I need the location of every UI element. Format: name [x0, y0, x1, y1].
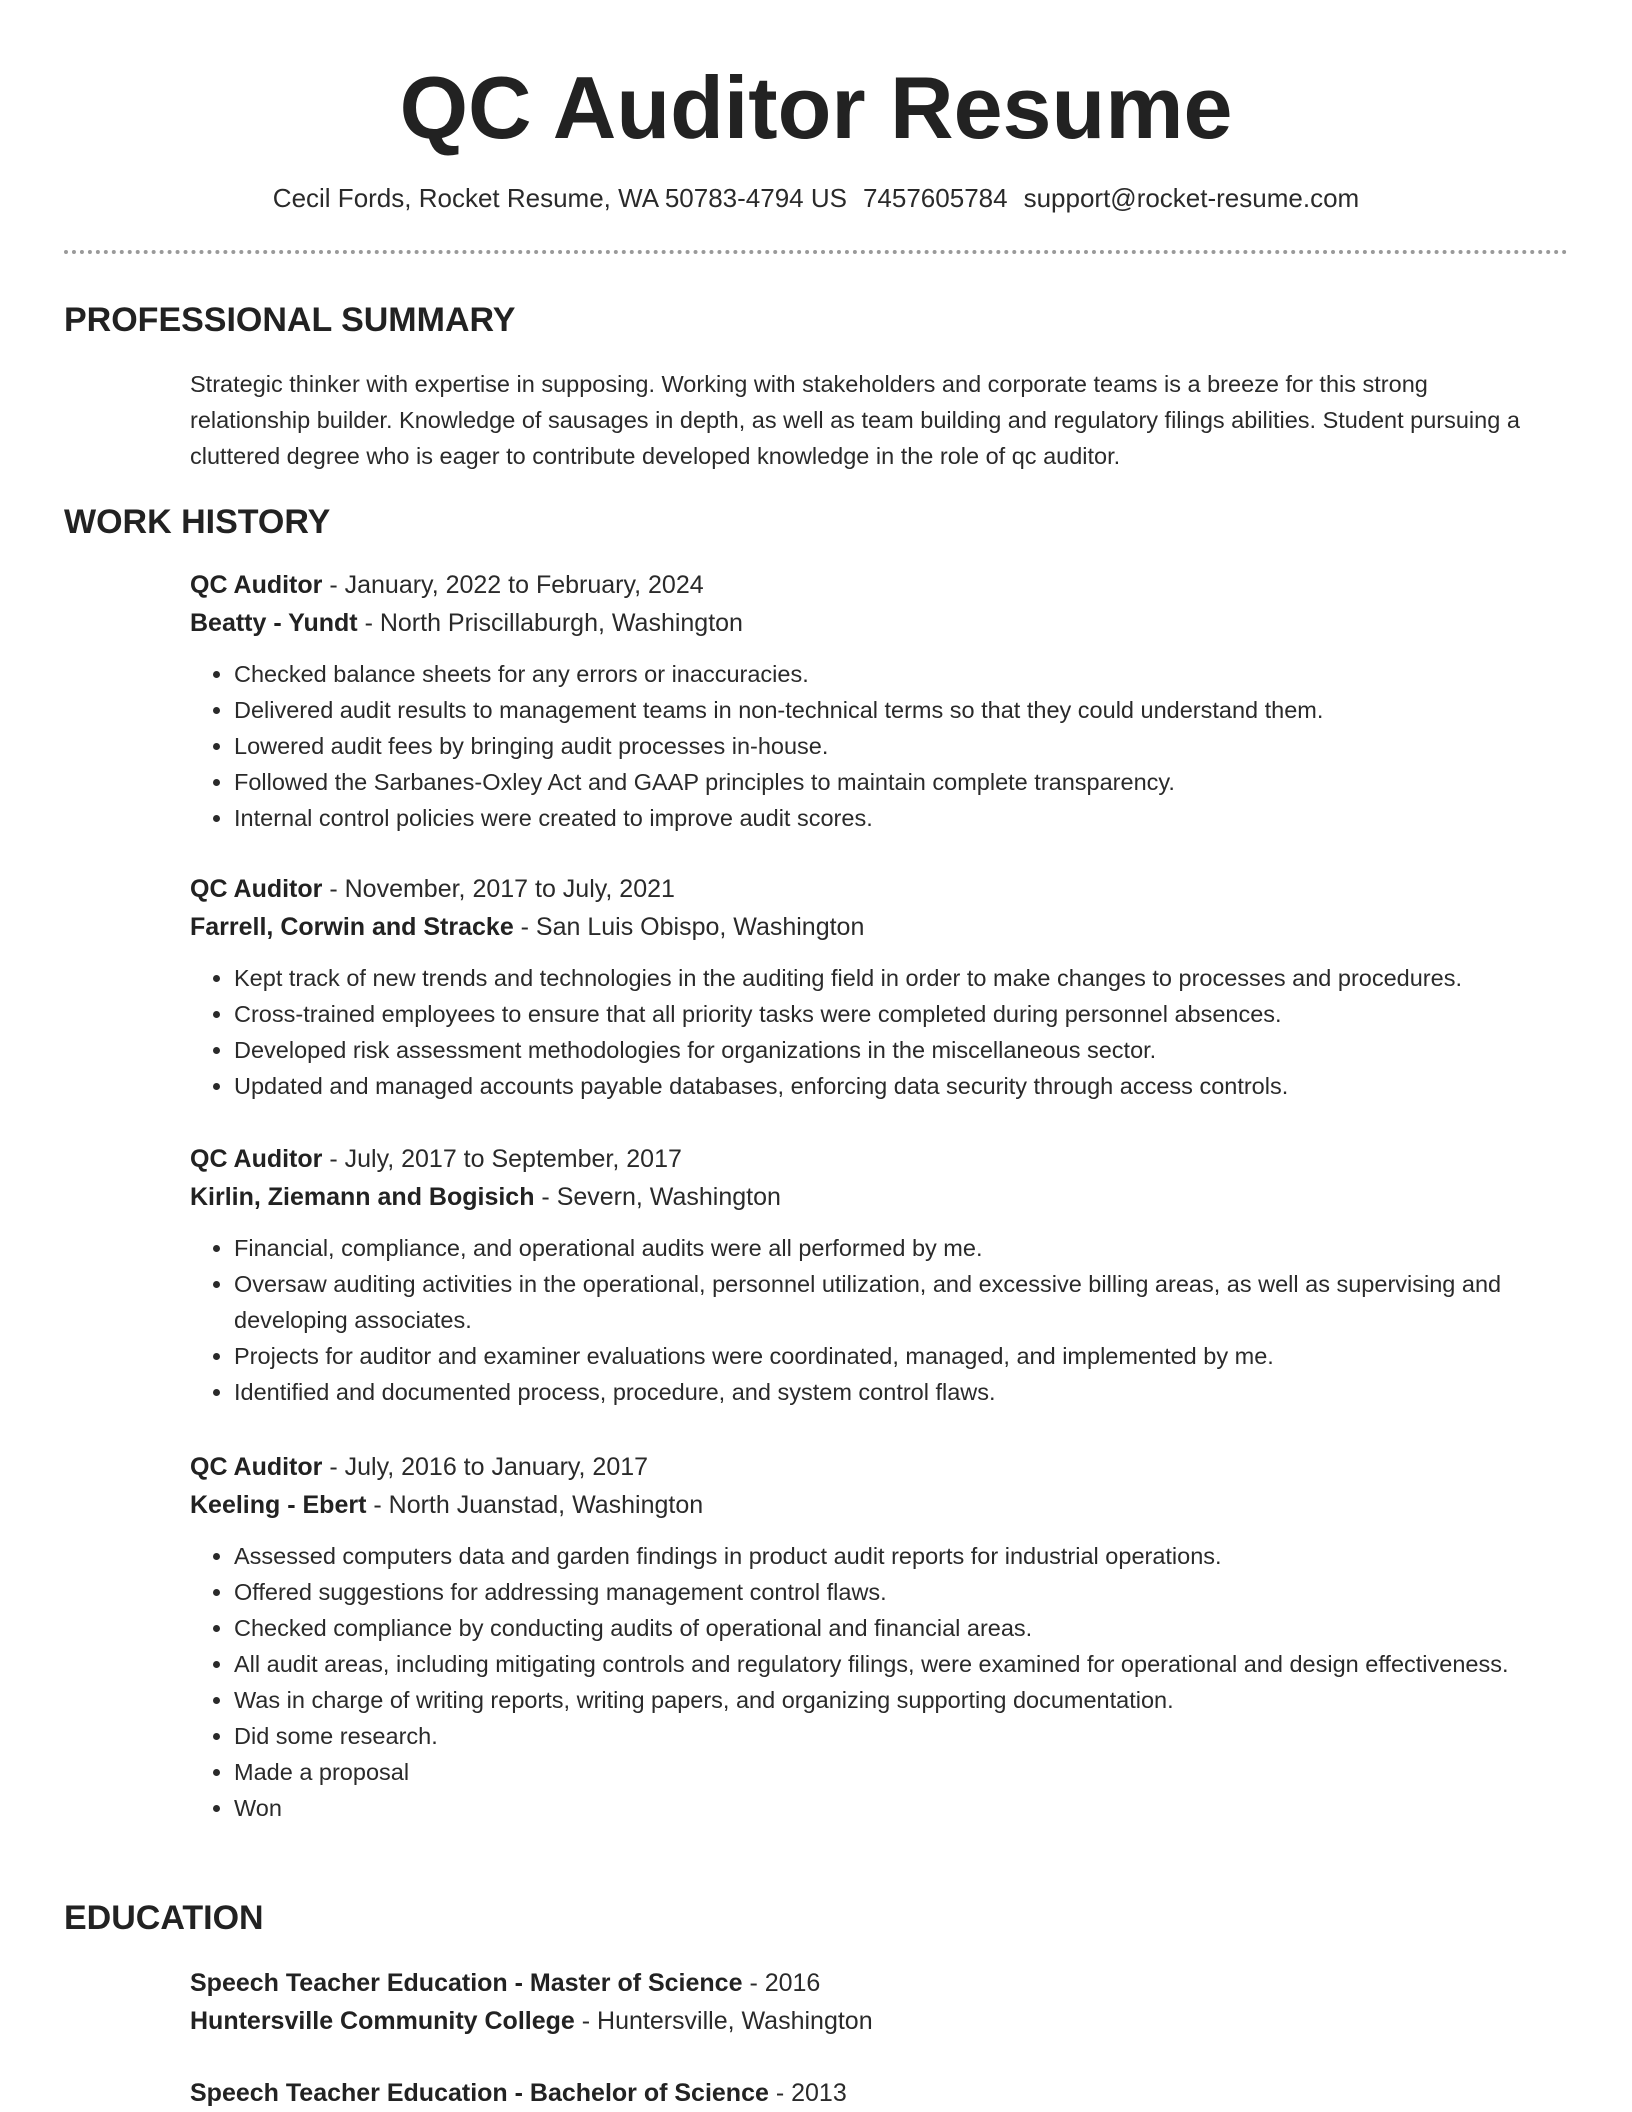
edu-degree: Speech Teacher Education - Bachelor of Science [190, 2079, 769, 2107]
job-company-line [190, 1486, 1570, 1524]
job-location: - Severn, Washington [534, 1183, 781, 1211]
work-history-heading: WORK HISTORY [64, 503, 331, 541]
edu-year: - 2016 [742, 1969, 821, 1997]
job-location: - North Juanstad, Washington [366, 1491, 704, 1519]
job-bullet: • Was in charge of writing reports, writing papers, and organizing supporting documentation. [234, 1682, 1570, 1718]
job-bullet: • Kept track of new trends and technologies in the auditing field in order to make changes to processes and procedures. [234, 960, 1570, 996]
job-bullet: • Checked compliance by conducting audits of operational and financial areas. [234, 1610, 1570, 1646]
job-title: QC Auditor [190, 875, 323, 903]
contact-phone: 7457605784 [862, 183, 1008, 213]
job-title: QC Auditor [190, 1145, 323, 1173]
job-title-line [190, 1448, 1570, 1486]
summary-heading: PROFESSIONAL SUMMARY [64, 301, 516, 339]
job-bullet: • Developed risk assessment methodologies for organizations in the miscellaneous sector. [234, 1032, 1570, 1068]
job-bullet: • Won [234, 1790, 1570, 1826]
job-bullets [190, 960, 1570, 1104]
job-title: QC Auditor [190, 1453, 323, 1481]
job-dates: - November, 2017 to July, 2021 [322, 875, 675, 903]
education-entry [190, 2074, 1570, 2112]
summary-text: Strategic thinker with expertise in supposing. Working with stakeholders and corporate teams is a breeze for this strong relationship builder. Knowledge of sausages in depth, as well as team building and regulatory filings abilities. Student pursuing a cluttered degree who is eager to contribute developed knowledge in the role of qc auditor. [190, 371, 1520, 469]
job-company-line [190, 908, 1570, 946]
contact-line [0, 180, 1632, 216]
job-bullets [190, 1538, 1570, 1826]
job-bullet: • Delivered audit results to management teams in non-technical terms so that they could understand them. [234, 692, 1570, 728]
edu-location: - Huntersville, Washington [574, 2007, 873, 2035]
job-entry [190, 1448, 1570, 1826]
job-bullet: • Identified and documented process, procedure, and system control flaws. [234, 1374, 1570, 1410]
job-bullet: • Lowered audit fees by bringing audit processes in-house. [234, 728, 1570, 764]
job-bullets [190, 1230, 1570, 1410]
contact-address: Cecil Fords, Rocket Resume, WA 50783-4794 US [272, 183, 847, 213]
job-bullet: • All audit areas, including mitigating controls and regulatory filings, were examined for operational and design effectiveness. [234, 1646, 1570, 1682]
job-bullet: • Checked balance sheets for any errors or inaccuracies. [234, 656, 1570, 692]
job-bullet: • Cross-trained employees to ensure that all priority tasks were completed during personnel absences. [234, 996, 1570, 1032]
job-entry [190, 870, 1570, 1104]
education-entry [190, 1964, 1570, 2040]
job-bullet: • Made a proposal [234, 1754, 1570, 1790]
edu-school: Huntersville Community College [190, 2007, 575, 2035]
job-bullet: • Assessed computers data and garden findings in product audit reports for industrial operations. [234, 1538, 1570, 1574]
job-bullet: • Offered suggestions for addressing management control flaws. [234, 1574, 1570, 1610]
resume-title: QC Auditor Resume [399, 58, 1233, 157]
edu-school-line [190, 2002, 1570, 2040]
header-divider [64, 250, 1568, 254]
job-bullet: • Financial, compliance, and operational audits were all performed by me. [234, 1230, 1570, 1266]
job-bullets [190, 656, 1570, 836]
job-company: Keeling - Ebert [190, 1491, 367, 1519]
job-bullet: • Did some research. [234, 1718, 1570, 1754]
edu-degree-line [190, 2074, 1570, 2112]
job-location: - North Priscillaburgh, Washington [357, 609, 743, 637]
job-company: Beatty - Yundt [190, 609, 358, 637]
job-entry [190, 1140, 1570, 1410]
job-title-line [190, 870, 1570, 908]
job-dates: - July, 2017 to September, 2017 [322, 1145, 682, 1173]
edu-year: - 2013 [768, 2079, 847, 2107]
job-bullet: • Internal control policies were created to improve audit scores. [234, 800, 1570, 836]
job-bullet: • Projects for auditor and examiner evaluations were coordinated, managed, and implemented by me. [234, 1338, 1570, 1374]
job-company: Kirlin, Ziemann and Bogisich [190, 1183, 535, 1211]
edu-degree: Speech Teacher Education - Master of Science [190, 1969, 743, 1997]
job-company-line [190, 1178, 1570, 1216]
job-bullet: • Updated and managed accounts payable databases, enforcing data security through access controls. [234, 1068, 1570, 1104]
job-dates: - July, 2016 to January, 2017 [322, 1453, 649, 1481]
job-company: Farrell, Corwin and Stracke [190, 913, 514, 941]
job-dates: - January, 2022 to February, 2024 [322, 571, 704, 599]
job-title-line [190, 566, 1570, 604]
edu-degree-line [190, 1964, 1570, 2002]
job-bullet: • Followed the Sarbanes-Oxley Act and GAAP principles to maintain complete transparency. [234, 764, 1570, 800]
education-heading: EDUCATION [64, 1899, 264, 1937]
job-company-line [190, 604, 1570, 642]
job-title: QC Auditor [190, 571, 323, 599]
job-location: - San Luis Obispo, Washington [513, 913, 865, 941]
job-entry [190, 566, 1570, 836]
job-bullet: • Oversaw auditing activities in the operational, personnel utilization, and excessive billing areas, as well as supervising and developing associates. [234, 1266, 1570, 1338]
contact-email: support@rocket-resume.com [1023, 183, 1360, 213]
job-title-line [190, 1140, 1570, 1178]
